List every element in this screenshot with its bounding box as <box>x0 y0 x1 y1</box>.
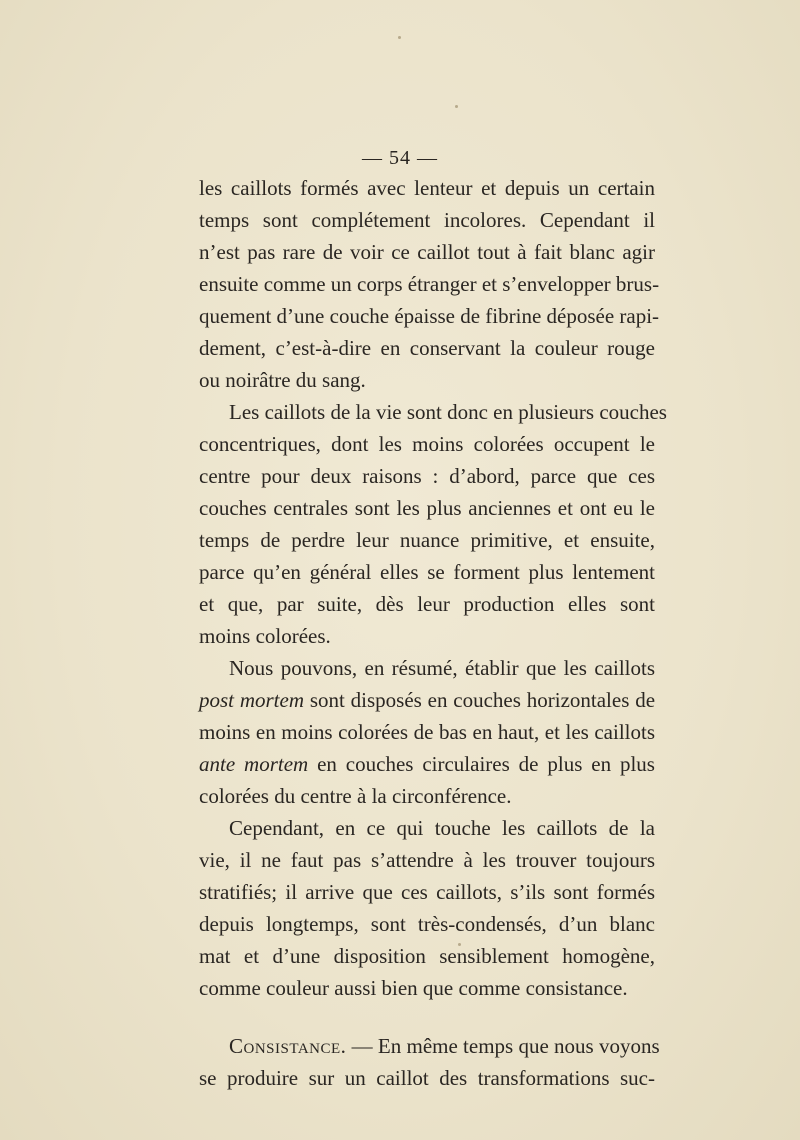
text-line: stratifiés; il arrive que ces caillots, s’ils sont formés <box>199 880 655 904</box>
text-line: dement, c’est-à-dire en conservant la couleur rouge <box>199 336 655 360</box>
text-line: n’est pas rare de voir ce caillot tout à fait blanc agir <box>199 240 655 264</box>
text-line: Cependant, en ce qui touche les caillots de la <box>229 816 655 840</box>
page-number: — 54 — <box>362 147 438 169</box>
text-line <box>199 684 655 716</box>
text-line: temps sont complétement incolores. Cependant il <box>199 208 655 232</box>
text-line-rest: — En même temps que nous voyons <box>351 1034 660 1058</box>
text-line: parce qu’en général elles se forment plus lentement <box>199 560 655 584</box>
text-line <box>229 1030 660 1062</box>
italic-term: post mortem <box>199 688 304 712</box>
text-line: ou noirâtre du sang. <box>199 368 366 392</box>
text-line: depuis longtemps, sont très-condensés, d’un blanc <box>199 912 655 936</box>
paper-speck <box>398 36 401 39</box>
section-heading: Consistance. <box>229 1034 347 1058</box>
text-line: Les caillots de la vie sont donc en plusieurs couches <box>229 400 667 424</box>
text-line: et que, par suite, dès leur production elles sont <box>199 592 655 616</box>
paper-speck <box>455 105 458 108</box>
text-line: comme couleur aussi bien que comme consistance. <box>199 976 628 1000</box>
text-line: moins en moins colorées de bas en haut, et les caillots <box>199 720 655 744</box>
text-line: concentriques, dont les moins colorées occupent le <box>199 432 655 456</box>
text-line: couches centrales sont les plus anciennes et ont eu le <box>199 496 655 520</box>
text-line: les caillots formés avec lenteur et depuis un certain <box>199 176 655 200</box>
text-line: vie, il ne faut pas s’attendre à les trouver toujours <box>199 848 655 872</box>
text-line: quement d’une couche épaisse de fibrine déposée rapi- <box>199 304 660 328</box>
text-line: se produire sur un caillot des transformations suc- <box>199 1066 655 1090</box>
text-line <box>199 748 655 780</box>
text-line: centre pour deux raisons : d’abord, parce que ces <box>199 464 655 488</box>
text-line: colorées du centre à la circonférence. <box>199 784 512 808</box>
text-line: temps de perdre leur nuance primitive, et ensuite, <box>199 528 655 552</box>
italic-term: ante mortem <box>199 752 309 776</box>
text-line: ensuite comme un corps étranger et s’envelopper brus- <box>199 272 660 296</box>
text-line: Nous pouvons, en résumé, établir que les caillots <box>229 656 655 680</box>
text-line: moins colorées. <box>199 624 331 648</box>
text-line-rest: en couches circulaires de plus en plus <box>317 752 655 776</box>
text-line: mat et d’une disposition sensiblement homogène, <box>199 944 655 968</box>
text-line-rest: sont disposés en couches horizontales de <box>309 688 656 712</box>
